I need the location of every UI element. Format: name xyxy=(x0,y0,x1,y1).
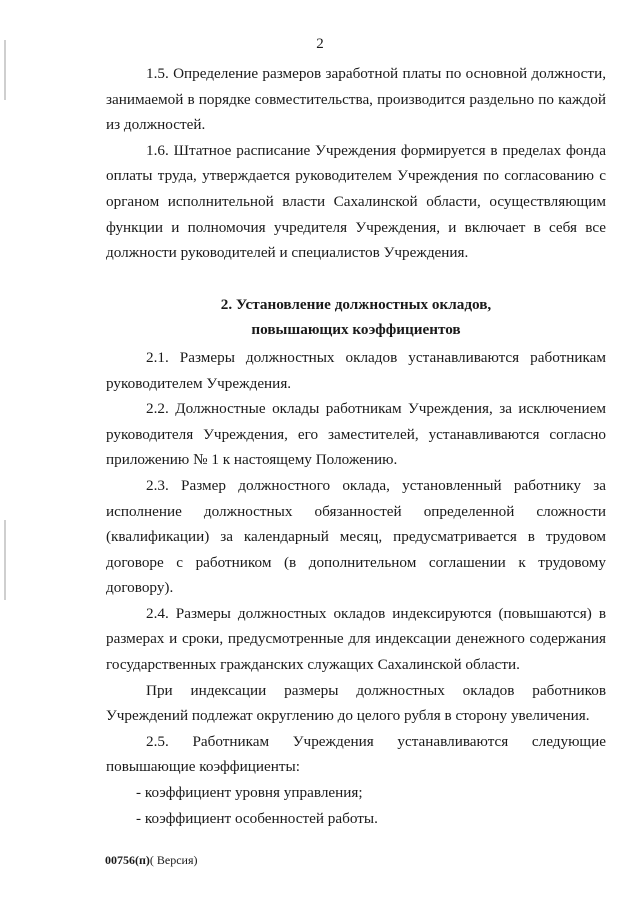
paragraph-2-1: 2.1. Размеры должностных окладов устанавливаются работникам руководителем Учреждения. xyxy=(106,348,606,392)
paragraph-indexation: При индексации размеры должностных окладов работников Учреждений подлежат округлению до целого рубля в сторону увеличения. xyxy=(106,681,606,725)
document-code: 00756(п) xyxy=(105,853,150,867)
paragraph-2-2: 2.2. Должностные оклады работникам Учреждения, за исключением руководителя Учреждения, его заместителей, устанавливаются согласно приложению № 1 к настоящему Положению. xyxy=(106,400,606,469)
paragraph-2-4: 2.4. Размеры должностных окладов индексируются (повышаются) в размерах и сроки, предусмотренные для индексации денежного содержания государственных гражданских служащих Сахалинской области. xyxy=(106,604,606,674)
bullet-work-specifics: - коэффициент особенностей работы. xyxy=(136,809,378,827)
paragraph-2-5: 2.5. Работникам Учреждения устанавливаются следующие повышающие коэффициенты: xyxy=(106,732,606,776)
paragraph-1-5: 1.5. Определение размеров заработной платы по основной должности, занимаемой в порядке совместительства, производится раздельно по каждой из должностей. xyxy=(106,65,606,134)
page-number: 2 xyxy=(316,36,324,52)
scan-margin-mark xyxy=(4,520,6,600)
document-version: ( Версия) xyxy=(149,853,198,867)
section-heading-line-2: повышающих коэффициентов xyxy=(251,321,461,339)
paragraph-2-3: 2.3. Размер должностного оклада, установленный работнику за исполнение должностных обязанностей определенной сложности (квалификации) за календарный месяц, предусматривается в трудовом договоре с работником (в дополнительном соглашении к трудовому договору). xyxy=(106,476,606,597)
section-heading-line-1: 2. Установление должностных окладов, xyxy=(220,295,492,313)
document-footer xyxy=(105,853,198,868)
document-body xyxy=(106,61,606,831)
paragraph-1-6: 1.6. Штатное расписание Учреждения формируется в пределах фонда оплаты труда, утверждается руководителем Учреждения по согласованию с органом исполнительной власти Сахалинской области, осуществляющим функции и полномочия учредителя Учреждения, и включает в себя все должности руководителей и специалистов Учреждения. xyxy=(106,141,606,262)
section-heading xyxy=(106,292,606,343)
bullet-management-level: - коэффициент уровня управления; xyxy=(136,784,363,802)
